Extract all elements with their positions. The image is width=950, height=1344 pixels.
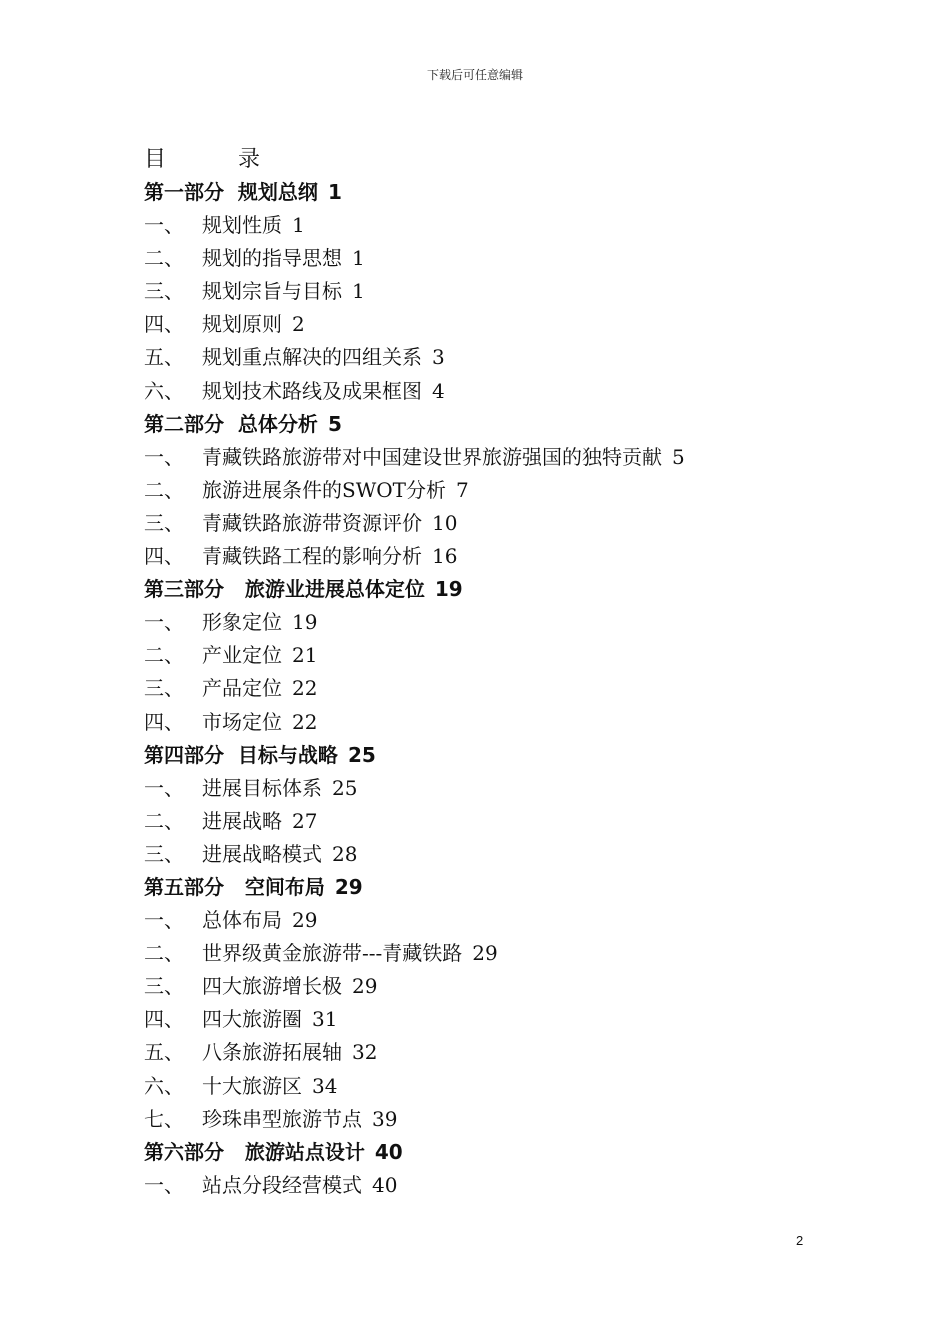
toc-entry-page: 40	[372, 1172, 398, 1197]
toc-entry-number: 六、	[144, 378, 184, 403]
toc-entry-number: 二、	[144, 246, 184, 271]
toc-entry-text: 总体布局	[202, 908, 282, 933]
toc-entry-number: 一、	[144, 1172, 184, 1197]
toc-part-heading	[144, 1136, 844, 1169]
toc-entry-page: 19	[292, 610, 318, 635]
toc-section-entry	[144, 838, 844, 871]
page-header: 下载后可任意编辑	[426, 68, 523, 82]
toc-section-entry	[144, 375, 844, 408]
table-of-contents	[144, 143, 844, 1202]
toc-section-entry	[144, 970, 844, 1003]
toc-section-entry	[144, 904, 844, 937]
toc-entry-number: 三、	[144, 841, 184, 866]
toc-entry-page: 5	[672, 444, 685, 469]
toc-entry-number: 三、	[144, 974, 184, 999]
toc-entry-text: 第五部分 空间布局	[144, 874, 325, 899]
toc-entry-number: 二、	[144, 643, 184, 668]
toc-entry-number: 一、	[144, 775, 184, 800]
toc-entry-text: 珍珠串型旅游节点	[202, 1106, 362, 1131]
toc-part-heading	[144, 176, 844, 209]
toc-entry-page: 1	[352, 279, 365, 304]
toc-entry-page: 4	[432, 378, 445, 403]
toc-entry-number: 四、	[144, 1007, 184, 1032]
toc-entry-number: 一、	[144, 213, 184, 238]
toc-section-entry	[144, 1103, 844, 1136]
toc-entry-text: 进展战略模式	[202, 841, 322, 866]
toc-entry-number: 四、	[144, 544, 184, 569]
toc-entry-number: 五、	[144, 345, 184, 370]
toc-part-heading	[144, 573, 844, 606]
toc-entry-page: 25	[332, 775, 358, 800]
toc-entry-text: 第六部分 旅游站点设计	[144, 1139, 365, 1164]
toc-entry-text: 世界级黄金旅游带---青藏铁路	[202, 941, 463, 966]
toc-entry-page: 7	[456, 477, 469, 502]
toc-title-char-1: 目	[144, 147, 167, 172]
toc-section-entry	[144, 540, 844, 573]
toc-entry-page: 25	[347, 742, 376, 767]
toc-section-entry	[144, 772, 844, 805]
toc-entry-text: 第四部分 目标与战略	[144, 742, 338, 767]
toc-entry-number: 三、	[144, 676, 184, 701]
toc-section-entry	[144, 1169, 844, 1202]
toc-title-char-2: 录	[238, 147, 261, 172]
toc-entry-page: 34	[312, 1073, 338, 1098]
toc-entry-page: 1	[327, 180, 342, 204]
toc-entry-text: 旅游进展条件的SWOT分析	[202, 477, 446, 502]
toc-title	[144, 143, 844, 176]
toc-section-entry	[144, 209, 844, 242]
toc-entry-text: 青藏铁路工程的影响分析	[202, 544, 422, 569]
toc-entry-text: 第二部分 总体分析	[144, 411, 318, 436]
toc-entry-text: 八条旅游拓展轴	[202, 1040, 342, 1065]
toc-entry-text: 第一部分 规划总纲	[144, 180, 318, 204]
toc-entry-page: 27	[292, 808, 318, 833]
toc-part-heading	[144, 739, 844, 772]
toc-section-entry	[144, 805, 844, 838]
toc-entry-page: 10	[432, 510, 458, 535]
toc-entry-page: 29	[352, 974, 378, 999]
toc-section-entry	[144, 1070, 844, 1103]
toc-entry-text: 规划的指导思想	[202, 246, 342, 271]
toc-section-entry	[144, 474, 844, 507]
toc-entry-number: 三、	[144, 510, 184, 535]
toc-entry-page: 22	[292, 709, 318, 734]
toc-entry-text: 规划原则	[202, 312, 282, 337]
toc-entry-page: 29	[334, 874, 363, 899]
toc-entry-text: 规划重点解决的四组关系	[202, 345, 422, 370]
toc-section-entry	[144, 242, 844, 275]
toc-entry-text: 进展战略	[202, 808, 282, 833]
toc-part-heading	[144, 408, 844, 441]
toc-entry-text: 产业定位	[202, 643, 282, 668]
toc-entry-text: 四大旅游增长极	[202, 974, 342, 999]
toc-entries	[144, 176, 844, 1202]
toc-entry-number: 一、	[144, 610, 184, 635]
toc-section-entry	[144, 937, 844, 970]
toc-section-entry	[144, 1036, 844, 1069]
toc-entry-number: 二、	[144, 941, 184, 966]
toc-entry-text: 第三部分 旅游业进展总体定位	[144, 577, 425, 602]
toc-entry-page: 1	[292, 213, 305, 238]
toc-entry-number: 四、	[144, 709, 184, 734]
toc-section-entry	[144, 507, 844, 540]
toc-section-entry	[144, 308, 844, 341]
toc-entry-page: 3	[432, 345, 445, 370]
toc-entry-text: 青藏铁路旅游带资源评价	[202, 510, 422, 535]
toc-entry-number: 六、	[144, 1073, 184, 1098]
toc-entry-number: 四、	[144, 312, 184, 337]
toc-entry-text: 四大旅游圈	[202, 1007, 302, 1032]
toc-entry-page: 1	[352, 246, 365, 271]
toc-section-entry	[144, 606, 844, 639]
toc-section-entry	[144, 672, 844, 705]
toc-entry-number: 二、	[144, 477, 184, 502]
toc-entry-page: 21	[292, 643, 318, 668]
toc-entry-text: 进展目标体系	[202, 775, 322, 800]
toc-entry-page: 29	[472, 941, 498, 966]
toc-entry-page: 31	[312, 1007, 338, 1032]
toc-entry-page: 5	[327, 411, 342, 436]
toc-entry-text: 规划宗旨与目标	[202, 279, 342, 304]
toc-entry-number: 一、	[144, 908, 184, 933]
toc-section-entry	[144, 341, 844, 374]
toc-entry-number: 三、	[144, 279, 184, 304]
toc-entry-page: 28	[332, 841, 358, 866]
toc-entry-page: 40	[374, 1139, 403, 1164]
toc-entry-text: 形象定位	[202, 610, 282, 635]
toc-entry-page: 29	[292, 908, 318, 933]
toc-entry-text: 青藏铁路旅游带对中国建设世界旅游强国的独特贡献	[202, 444, 662, 469]
toc-entry-text: 十大旅游区	[202, 1073, 302, 1098]
toc-entry-text: 站点分段经营模式	[202, 1172, 362, 1197]
toc-entry-number: 七、	[144, 1106, 184, 1131]
toc-section-entry	[144, 441, 844, 474]
toc-entry-text: 规划性质	[202, 213, 282, 238]
toc-part-heading	[144, 871, 844, 904]
toc-entry-number: 一、	[144, 444, 184, 469]
toc-entry-text: 市场定位	[202, 709, 282, 734]
toc-entry-page: 39	[372, 1106, 398, 1131]
toc-entry-text: 规划技术路线及成果框图	[202, 378, 422, 403]
toc-entry-number: 二、	[144, 808, 184, 833]
toc-section-entry	[144, 275, 844, 308]
toc-entry-page: 2	[292, 312, 305, 337]
toc-entry-page: 19	[434, 577, 463, 602]
toc-entry-page: 16	[432, 544, 458, 569]
toc-entry-page: 22	[292, 676, 318, 701]
toc-section-entry	[144, 639, 844, 672]
toc-entry-page: 32	[352, 1040, 378, 1065]
toc-entry-number: 五、	[144, 1040, 184, 1065]
page-number: 2	[796, 1233, 804, 1248]
toc-entry-text: 产品定位	[202, 676, 282, 701]
toc-section-entry	[144, 1003, 844, 1036]
toc-section-entry	[144, 706, 844, 739]
